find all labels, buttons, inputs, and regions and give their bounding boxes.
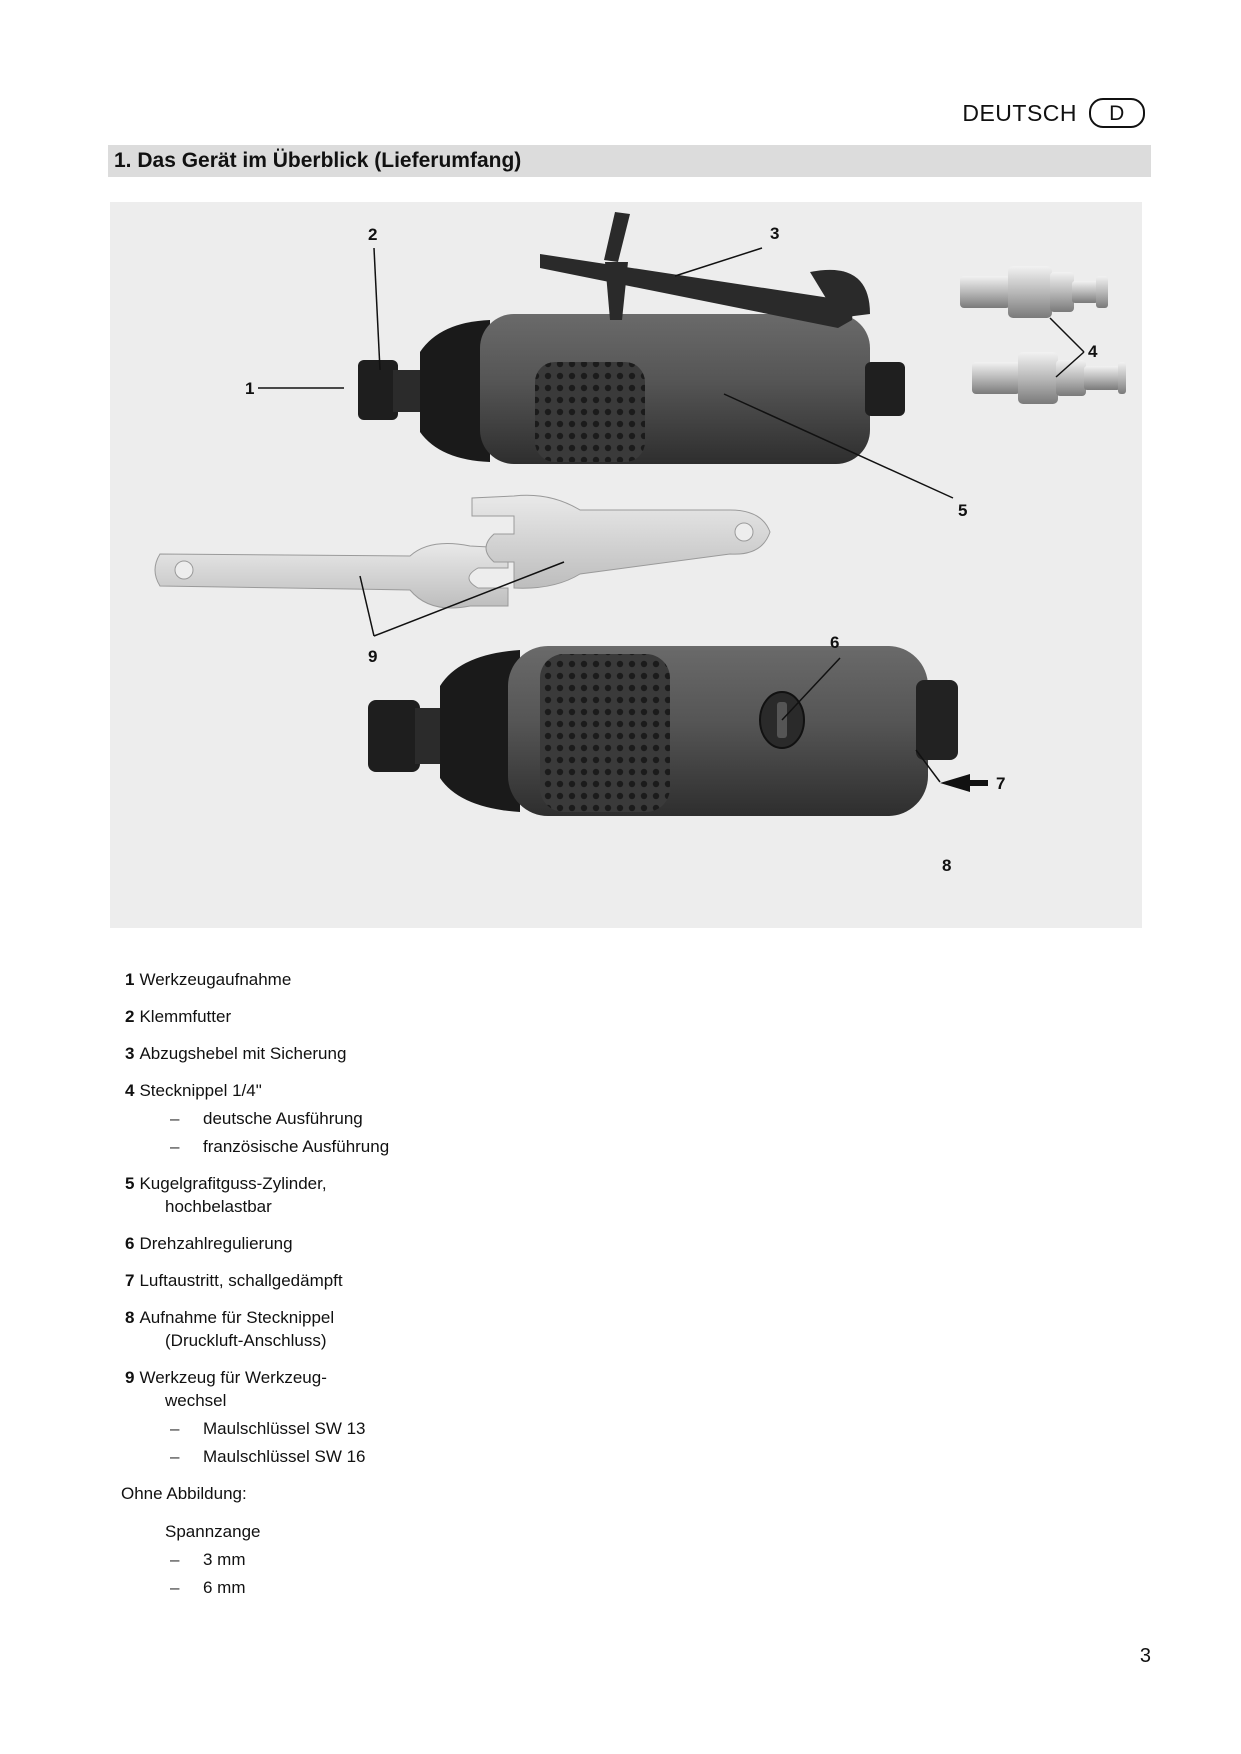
sub-item: [165, 1576, 260, 1599]
list-item: [125, 1366, 685, 1468]
callout-8: 8: [942, 856, 952, 875]
product-illustration: [110, 202, 1142, 928]
callout-3: 3: [770, 224, 780, 243]
language-code-badge: D: [1089, 98, 1145, 128]
item-text: Drehzahlregulierung: [139, 1234, 293, 1253]
item-number: 6: [125, 1234, 135, 1253]
item-text: Aufnahme für Stecknippel: [139, 1308, 335, 1327]
item-text: Werkzeugaufnahme: [139, 970, 292, 989]
item-number: 1: [125, 970, 135, 989]
sub-item-text: deutsche Ausführung: [203, 1109, 363, 1128]
list-item: [125, 1306, 685, 1352]
callout-1: 1: [245, 379, 255, 398]
sub-item: [125, 1107, 685, 1130]
item-continuation: wechsel: [165, 1391, 227, 1410]
wrench-sw16: [472, 495, 770, 588]
page-number: 3: [1139, 1645, 1151, 1667]
trigger-safety: [604, 212, 630, 262]
parts-list: [125, 968, 685, 1482]
collet-item: Spannzange: [165, 1522, 261, 1541]
product-photo: [110, 202, 1142, 928]
language-marker: [962, 98, 1145, 128]
callout-5: 5: [958, 501, 968, 520]
item-text: Klemmfutter: [139, 1007, 232, 1026]
collet-bottom: [368, 700, 420, 772]
list-item: [125, 1269, 685, 1292]
plug-nipple-french: [972, 352, 1126, 404]
item-number: 5: [125, 1174, 135, 1193]
dash: –: [170, 1578, 180, 1597]
sub-item-text: 3 mm: [203, 1550, 246, 1569]
callout-9: 9: [368, 647, 378, 666]
item-number: 4: [125, 1081, 135, 1100]
sub-item-text: französische Ausführung: [203, 1137, 390, 1156]
grip-texture-top: [535, 362, 645, 462]
list-item: [125, 1042, 685, 1065]
sub-item: [125, 1417, 685, 1440]
air-inlet-top: [865, 362, 905, 416]
list-item: [125, 1079, 685, 1158]
sub-item: [125, 1445, 685, 1468]
item-text: Stecknippel 1/4": [139, 1081, 262, 1100]
clamp-chuck-top: [393, 370, 423, 412]
grinder-top: [358, 212, 905, 464]
item-text: Abzugshebel mit Sicherung: [139, 1044, 347, 1063]
item-number: 2: [125, 1007, 135, 1026]
without-illustration-list: [165, 1520, 260, 1599]
item-text: Luftaustritt, schallgedämpft: [139, 1271, 343, 1290]
sub-item-text: 6 mm: [203, 1578, 246, 1597]
callout-6: 6: [830, 633, 840, 652]
item-number: 3: [125, 1044, 135, 1063]
sub-item: [125, 1135, 685, 1158]
sub-item-text: Maulschlüssel SW 13: [203, 1419, 366, 1438]
list-item: [125, 968, 685, 991]
dash: –: [170, 1109, 180, 1128]
arrow-7: [940, 774, 970, 792]
plug-nipple-german: [960, 266, 1108, 318]
grinder-bottom: [368, 646, 958, 816]
arrow-7-shaft: [970, 780, 988, 786]
list-item: [125, 1005, 685, 1028]
dash: –: [170, 1447, 180, 1466]
dash: –: [170, 1550, 180, 1569]
trigger-post: [605, 262, 628, 320]
section-heading-bar: [108, 145, 1151, 177]
item-continuation: hochbelastbar: [165, 1197, 272, 1216]
collet-top: [358, 360, 398, 420]
dash: –: [170, 1137, 180, 1156]
item-text: Kugelgrafitguss-Zylinder,: [139, 1174, 327, 1193]
dash: –: [170, 1419, 180, 1438]
wrench-sw13: [155, 544, 508, 608]
callout-4: 4: [1088, 342, 1098, 361]
item-number: 8: [125, 1308, 135, 1327]
air-outlet: [916, 680, 958, 760]
language-label: DEUTSCH: [962, 99, 1077, 126]
sub-item: [165, 1548, 260, 1571]
list-item: [125, 1232, 685, 1255]
front-cap-top: [420, 320, 490, 462]
item-text: Werkzeug für Werkzeug-: [139, 1368, 327, 1387]
grip-texture-bottom: [540, 654, 670, 812]
sub-item-text: Maulschlüssel SW 16: [203, 1447, 366, 1466]
item-number: 9: [125, 1368, 135, 1387]
item-continuation: (Druckluft-Anschluss): [165, 1331, 327, 1350]
item-number: 7: [125, 1271, 135, 1290]
callout-7: 7: [996, 774, 1006, 793]
without-illustration-label: Ohne Abbildung:: [121, 1484, 247, 1503]
list-item: [125, 1172, 685, 1218]
section-title: 1. Das Gerät im Überblick (Lieferumfang): [114, 149, 522, 172]
callout-2: 2: [368, 225, 378, 244]
